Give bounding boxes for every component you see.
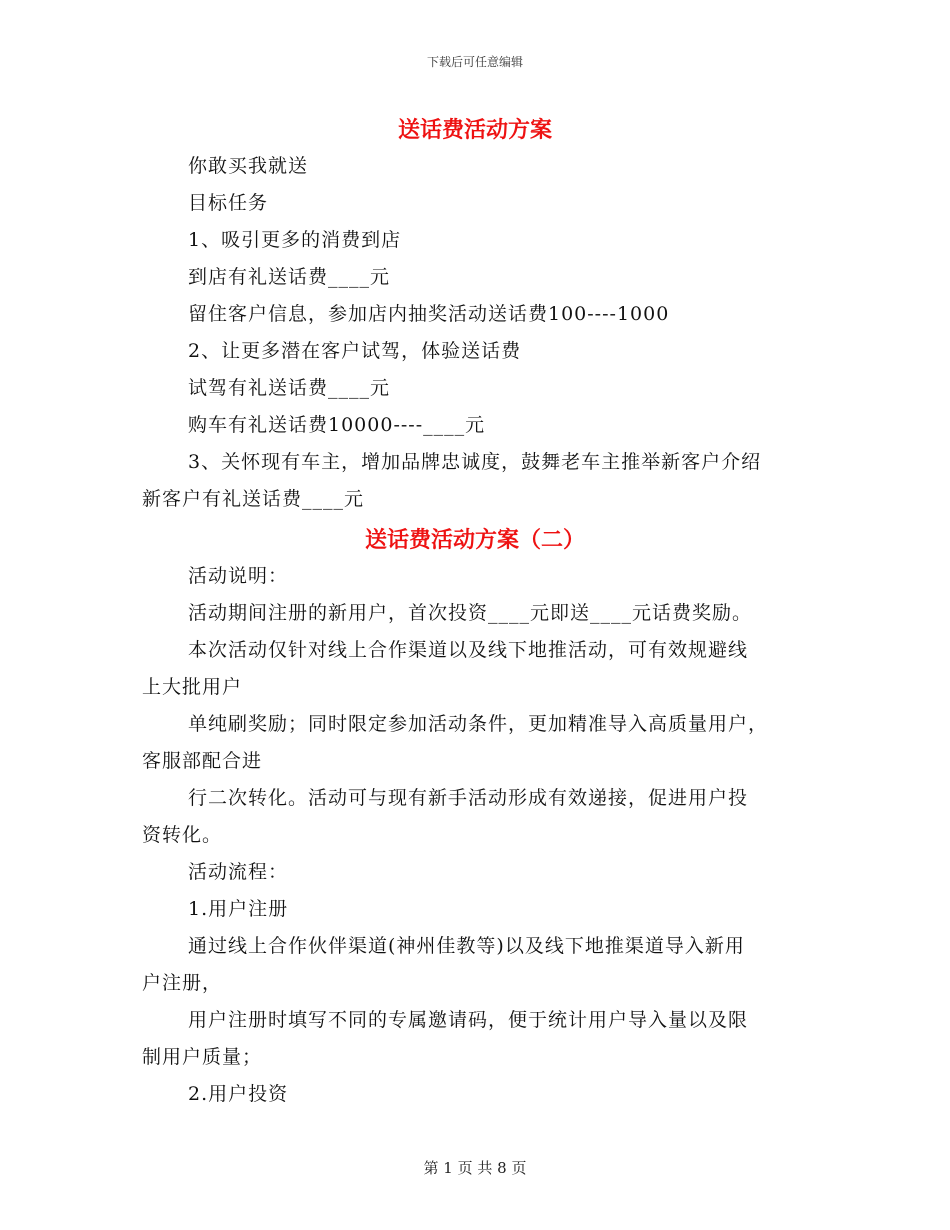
paragraph-line: 3、关怀现有车主，增加品牌忠诚度，鼓舞老车主推举新客户介绍: [188, 451, 762, 473]
paragraph-line: 1.用户注册: [188, 898, 289, 920]
paragraph-line: 本次活动仅针对线上合作渠道以及线下地推活动，可有效规避线: [188, 639, 749, 661]
section-title-2: 送话费活动方案（二）: [364, 527, 585, 553]
paragraph-line: 新客户有礼送话费____元: [142, 488, 365, 510]
paragraph-line: 通过线上合作伙伴渠道(神州佳教等)以及线下地推渠道导入新用: [188, 935, 745, 957]
paragraph-line: 客服部配合进: [142, 750, 263, 772]
page-footer: 第 1 页 共 8 页: [423, 1159, 527, 1177]
paragraph-line: 1、吸引更多的消费到店: [188, 229, 402, 251]
paragraph-line: 到店有礼送话费____元: [188, 266, 391, 288]
document-body: [142, 112, 808, 1113]
paragraph-line: 留住客户信息，参加店内抽奖活动送话费100----1000: [188, 303, 670, 325]
paragraph-line: 你敢买我就送: [188, 155, 309, 177]
header-note: 下载后可任意编辑: [426, 55, 523, 69]
paragraph-line: 用户注册时填写不同的专属邀请码，便于统计用户导入量以及限: [188, 1009, 749, 1031]
paragraph-line: 制用户质量；: [142, 1046, 263, 1068]
paragraph-line: 上大批用户: [142, 676, 243, 698]
paragraph-line: 资转化。: [142, 824, 223, 846]
paragraph-line: 活动流程：: [188, 861, 289, 883]
paragraph-line: 购车有礼送话费10000----____元: [188, 414, 486, 436]
paragraph-line: 户注册，: [142, 972, 223, 994]
paragraph-line: 试驾有礼送话费____元: [188, 377, 391, 399]
paragraph-line: 2、让更多潜在客户试驾，体验送话费: [188, 340, 522, 362]
paragraph-line: 2.用户投资: [188, 1083, 289, 1105]
section-title-1: 送话费活动方案: [397, 117, 552, 143]
paragraph-line: 活动期间注册的新用户，首次投资____元即送____元话费奖励。: [188, 602, 753, 624]
paragraph-line: 活动说明：: [188, 565, 289, 587]
paragraph-line: 单纯刷奖励；同时限定参加活动条件，更加精准导入高质量用户，: [188, 713, 769, 735]
paragraph-line: 目标任务: [188, 192, 269, 214]
paragraph-line: 行二次转化。活动可与现有新手活动形成有效递接，促进用户投: [188, 787, 749, 809]
